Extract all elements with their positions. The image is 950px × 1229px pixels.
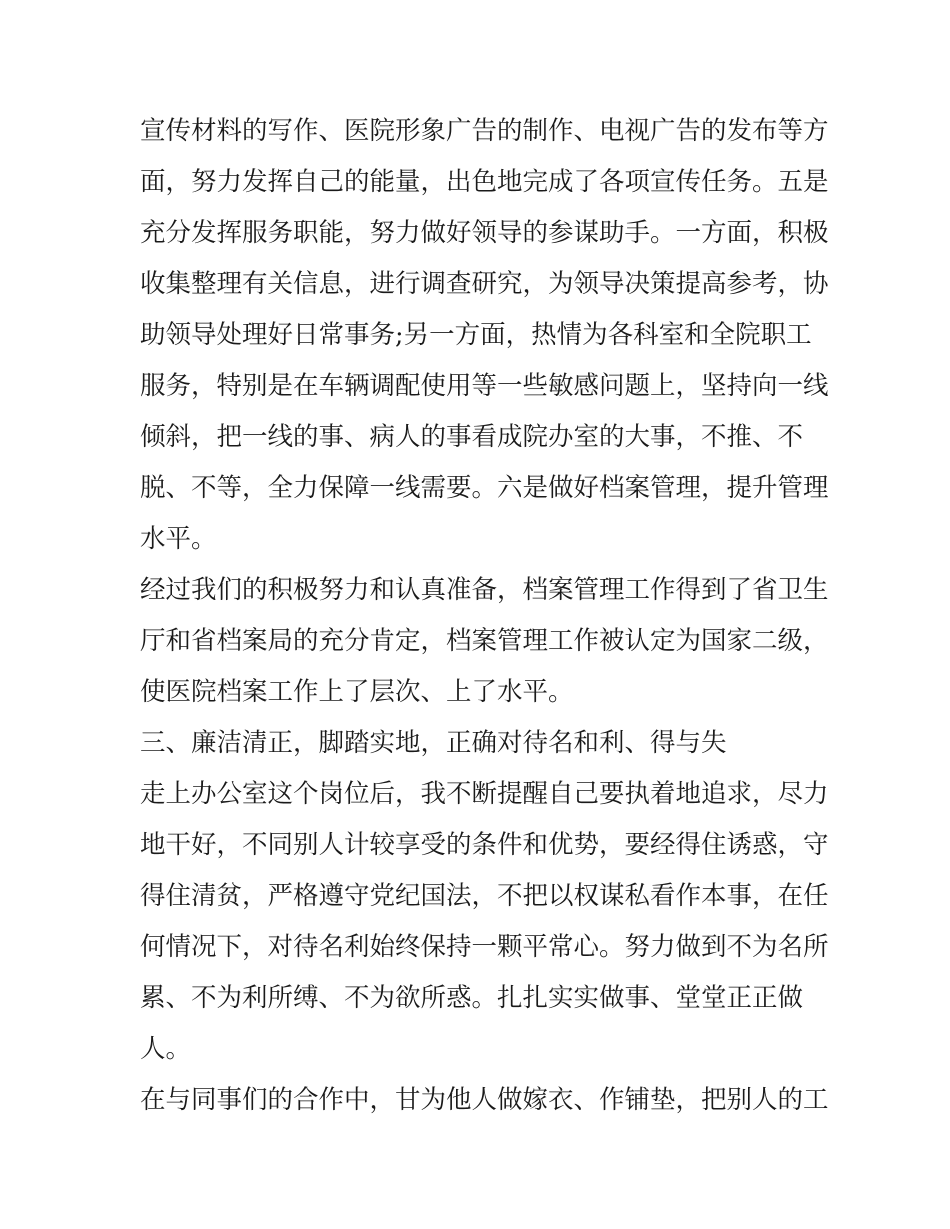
text-line-5: 助领导处理好日常事务;另一方面，热情为各科室和全院职工 — [140, 320, 812, 350]
text-line-7: 倾斜，把一线的事、病人的事看成院办室的大事，不推、不 — [140, 422, 804, 452]
text-line-6: 服务，特别是在车辆调配使用等一些敏感问题上，坚持向一线 — [140, 371, 829, 401]
text-line-15: 地干好，不同别人计较享受的条件和优势，要经得住诱惑，守 — [140, 830, 829, 860]
body-text — [140, 106, 829, 1126]
text-line-4: 收集整理有关信息，进行调查研究，为领导决策提高参考，协 — [140, 269, 829, 299]
text-line-17: 何情况下，对待名利始终保持一颗平常心。努力做到不为名所 — [140, 932, 829, 962]
text-line-2: 面，努力发挥自己的能量，出色地完成了各项宣传任务。五是 — [140, 167, 829, 197]
text-line-3: 充分发挥服务职能，努力做好领导的参谋助手。一方面，积极 — [140, 218, 829, 248]
text-line-16: 得住清贫，严格遵守党纪国法，不把以权谋私看作本事，在任 — [140, 881, 829, 911]
text-line-20: 在与同事们的合作中，甘为他人做嫁衣、作铺垫，把别人的工 — [140, 1085, 829, 1115]
text-line-12: 使医院档案工作上了层次、上了水平。 — [140, 677, 574, 707]
section-heading: 三、廉洁清正，脚踏实地，正确对待名和利、得与失 — [140, 728, 727, 758]
text-line-11: 厅和省档案局的充分肯定，档案管理工作被认定为国家二级， — [140, 626, 829, 656]
text-line-10: 经过我们的积极努力和认真准备，档案管理工作得到了省卫生 — [140, 575, 829, 605]
text-line-8: 脱、不等，全力保障一线需要。六是做好档案管理，提升管理 — [140, 473, 829, 503]
text-line-19: 人。 — [140, 1034, 192, 1064]
text-line-9: 水平。 — [140, 524, 217, 554]
text-line-18: 累、不为利所缚、不为欲所惑。扎扎实实做事、堂堂正正做 — [140, 983, 804, 1013]
text-line-14: 走上办公室这个岗位后，我不断提醒自己要执着地追求，尽力 — [140, 779, 829, 809]
text-line-1: 宣传材料的写作、医院形象广告的制作、电视广告的发布等方 — [140, 116, 829, 146]
